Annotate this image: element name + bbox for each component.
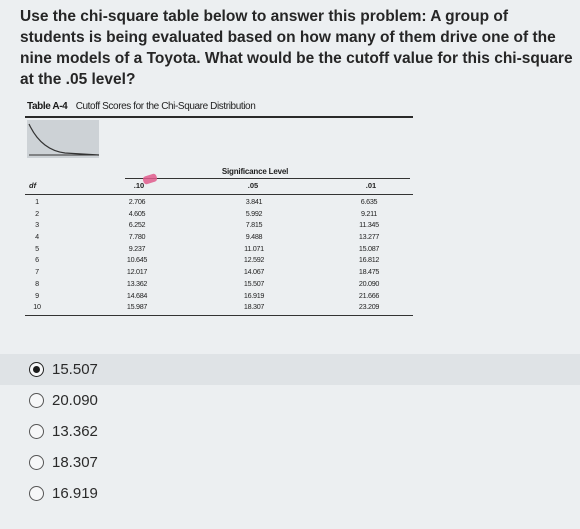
- df-cell: 3: [35, 220, 39, 230]
- df-cell: 10: [33, 302, 41, 312]
- df-cell: 6: [35, 255, 39, 265]
- answer-option-3[interactable]: [0, 416, 580, 447]
- df-cell: 2: [35, 208, 39, 218]
- table-row: [25, 267, 413, 279]
- p10-cell: 7.780: [128, 232, 146, 242]
- p10-cell: 14.684: [126, 290, 148, 300]
- table-label: Table A-4: [27, 101, 68, 112]
- df-cell: 9: [35, 290, 39, 300]
- p10-cell: 9.237: [128, 243, 146, 253]
- p05-cell: 11.071: [244, 243, 264, 253]
- p01-cell: 15.087: [358, 243, 380, 253]
- p10-cell: 2.706: [128, 197, 146, 206]
- answer-option-2[interactable]: [0, 385, 580, 416]
- p05-cell: 3.841: [245, 197, 263, 206]
- p01-cell: 20.090: [358, 278, 380, 288]
- chi-square-table-figure: [25, 98, 413, 338]
- answer-option-label: 20.090: [52, 392, 98, 409]
- p10-cell: 15.987: [126, 302, 148, 312]
- radio-unselected-icon[interactable]: [29, 424, 44, 439]
- p01-cell: 9.211: [361, 208, 377, 218]
- p05-cell: 7.815: [245, 220, 263, 230]
- p05-cell: 12.592: [243, 255, 265, 265]
- column-header-df: df: [29, 181, 37, 190]
- answer-option-1[interactable]: [0, 354, 580, 385]
- significance-rule: [125, 178, 410, 179]
- answer-option-label: 13.362: [52, 423, 98, 440]
- table-bottom-rule: [25, 315, 413, 316]
- table-row: [25, 255, 413, 267]
- p01-cell: 6.635: [360, 197, 378, 206]
- column-header-01: .01: [365, 181, 377, 190]
- p05-cell: 18.307: [243, 302, 265, 312]
- p10-cell: 12.017: [126, 267, 148, 277]
- table-body: [25, 197, 413, 314]
- distribution-curve-icon: [27, 120, 99, 158]
- table-row: [25, 279, 413, 291]
- table-row: [25, 291, 413, 303]
- significance-level-header: Significance Level: [221, 167, 289, 176]
- p01-cell: 18.475: [358, 267, 380, 277]
- table-top-rule: [25, 116, 413, 118]
- answer-options: [0, 354, 580, 509]
- header-rule: [25, 194, 413, 195]
- p01-cell: 23.209: [358, 302, 380, 312]
- answer-option-4[interactable]: [0, 447, 580, 478]
- radio-selected-icon[interactable]: [29, 362, 44, 377]
- table-caption: [27, 101, 255, 112]
- answer-option-label: 15.507: [52, 361, 98, 378]
- p05-cell: 15.507: [243, 278, 265, 288]
- radio-unselected-icon[interactable]: [29, 393, 44, 408]
- p10-cell: 6.252: [128, 220, 146, 230]
- table-row: [25, 197, 413, 209]
- column-header-10: .10: [133, 181, 145, 190]
- p05-cell: 5.992: [245, 208, 263, 218]
- p05-cell: 9.488: [245, 232, 263, 242]
- df-cell: 7: [35, 267, 39, 277]
- question-text: Use the chi-square table below to answer this problem: A group of students is being evaluated based on how many of them drive one of the nine models of a Toyota. What would be the cutoff value for this chi-square at the .05 level?: [20, 8, 573, 88]
- table-caption-text: Cutoff Scores for the Chi-Square Distribution: [75, 101, 256, 112]
- table-row: [25, 209, 413, 221]
- table-row: [25, 302, 413, 314]
- p01-cell: 13.277: [358, 232, 380, 242]
- table-row: [25, 244, 413, 256]
- answer-option-5[interactable]: [0, 478, 580, 509]
- column-header-05: .05: [247, 181, 259, 190]
- answer-option-label: 16.919: [52, 485, 98, 502]
- df-cell: 5: [35, 243, 39, 253]
- answer-option-label: 18.307: [52, 454, 98, 471]
- radio-unselected-icon[interactable]: [29, 455, 44, 470]
- p10-cell: 13.362: [126, 278, 148, 288]
- p01-cell: 16.812: [358, 255, 380, 265]
- table-row: [25, 232, 413, 244]
- p10-cell: 10.645: [126, 255, 148, 265]
- p01-cell: 11.345: [359, 220, 379, 230]
- p05-cell: 16.919: [243, 290, 265, 300]
- df-cell: 4: [35, 232, 39, 242]
- df-cell: 1: [35, 197, 39, 206]
- df-cell: 8: [35, 278, 39, 288]
- p01-cell: 21.666: [358, 290, 380, 300]
- table-row: [25, 220, 413, 232]
- p10-cell: 4.605: [128, 208, 146, 218]
- p05-cell: 14.067: [243, 267, 265, 277]
- radio-unselected-icon[interactable]: [29, 486, 44, 501]
